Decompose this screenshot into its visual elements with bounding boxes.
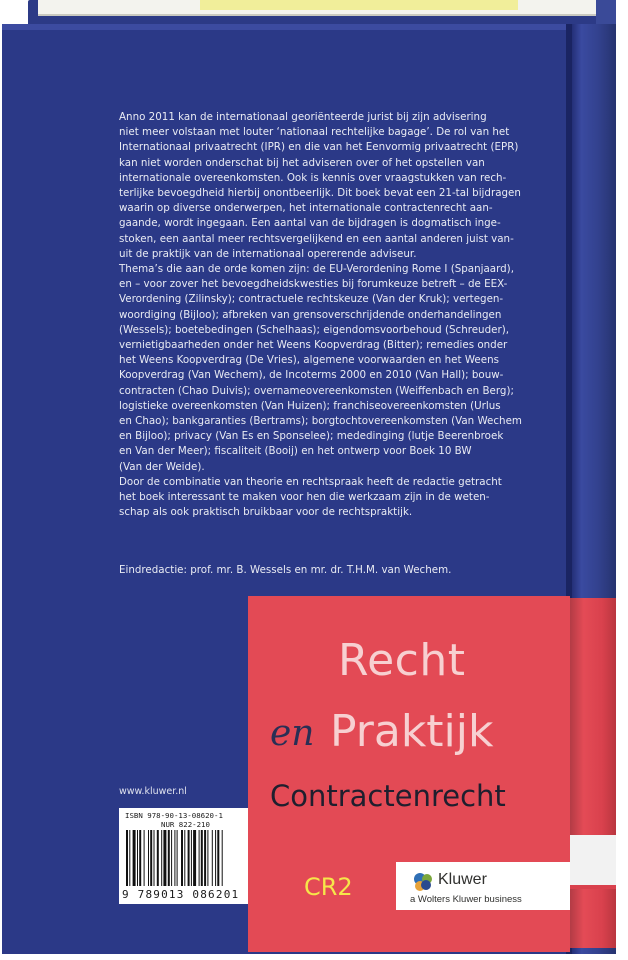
ean-number: 9 789013 086201 — [122, 888, 240, 901]
blurb-line: en Van der Meer); fiscaliteit (Booij) en het ontwerp voor Boek 10 BW — [119, 445, 472, 458]
blurb-line: logistieke overeenkomsten (Van Huizen); franchiseovereenkomsten (Urlus — [119, 399, 501, 412]
blurb-line: kan niet worden onderschat bij het adviseren over of het opstellen van — [119, 156, 485, 169]
barcode-bars — [124, 830, 242, 888]
publisher-website: www.kluwer.nl — [119, 786, 187, 797]
blurb-line: en Chao); bankgaranties (Bertrams); borgtochtovereenkomsten (Van Wechem — [119, 415, 522, 428]
publisher-tagline: a Wolters Kluwer business — [410, 894, 522, 905]
background-book-bookmark — [200, 0, 518, 10]
spine-white-stripe — [570, 835, 616, 885]
blurb-line: Thema’s die aan de orde komen zijn: de EU-Verordening Rome I (Spanjaard), — [119, 263, 514, 276]
blurb-line: waarin op diverse onderwerpen, het internationale contractenrecht aan- — [119, 202, 493, 215]
blurb-line: en Bijloo); privacy (Van Es en Sponselee); mededinging (lutje Beerenbroek — [119, 430, 504, 443]
blurb-line: contracten (Chao Duivis); overnameovereenkomsten (Weiffenbach en Berg); — [119, 384, 514, 397]
blurb-line: het boek interessant te maken voor hen die werkzaam zijn in de weten- — [119, 491, 490, 504]
series-code: CR2 — [304, 873, 353, 901]
blurb-line: (Van der Weide). — [119, 460, 205, 473]
blurb-line: niet meer volstaan met louter ‘nationaal rechtelijke bagage’. De rol van het — [119, 126, 510, 139]
blurb-line: internationale overeenkomsten. Ook is kennis over vraagstukken van rech- — [119, 171, 507, 184]
blurb-line: schap als ook praktisch bruikbaar voor de rechtspraktijk. — [119, 506, 413, 519]
blurb-line: gaande, wordt ingegaan. Een aantal van de bijdragen is dogmatisch inge- — [119, 217, 501, 230]
blurb-line: terlijke bevoegdheid hierbij onontbeerlijk. Dit boek bevat een 21-tal bijdragen — [119, 187, 521, 200]
blurb-line: Koopverdrag (Van Wechem), de Incoterms 2000 en 2010 (Van Hall); bouw- — [119, 369, 504, 382]
blurb-line: Anno 2011 kan de internationaal georiënteerde jurist bij zijn advisering — [119, 111, 487, 123]
blurb-line: vernietigbaarheden onder het Weens Koopverdrag (Bitter); remedies onder — [119, 339, 508, 352]
series-title-en: en — [270, 713, 315, 754]
back-cover-blurb — [119, 110, 567, 520]
blurb-line: woordiging (Bijloo); afbreken van grensoverschrijdende onderhandelingen — [119, 308, 502, 321]
isbn-number: ISBN 978-90-13-08620-1 — [125, 811, 223, 820]
series-title-recht: Recht — [338, 635, 466, 686]
spine-red-band — [570, 598, 616, 948]
background-book-spine — [596, 0, 616, 24]
nur-code: NUR 822-210 — [161, 820, 210, 829]
blurb-line: Door de combinatie van theorie en rechtspraak heeft de redactie getracht — [119, 475, 502, 488]
series-title-praktijk: Praktijk — [330, 706, 494, 757]
blurb-line: stoken, een aantal meer rechtsvergelijkend en een aantal anderen juist van- — [119, 232, 514, 245]
book-subject-title: Contractenrecht — [270, 779, 506, 813]
blurb-line: Internationaal privaatrecht (IPR) en die van het Eenvormig privaatrecht (EPR) — [119, 141, 519, 154]
blurb-line: Verordening (Zilinsky); contractuele rechtskeuze (Van der Kruk); vertegen- — [119, 293, 504, 306]
blurb-line: (Wessels); boetebedingen (Schelhaas); eigendomsvoorbehoud (Schreuder), — [119, 323, 509, 336]
spine-red-stripe — [570, 885, 616, 889]
blurb-line: het Weens Koopverdrag (De Vries), algemene voorwaarden en het Weens — [119, 354, 499, 367]
publisher-name: Kluwer — [438, 871, 487, 888]
editor-credit: Eindredactie: prof. mr. B. Wessels en mr. dr. T.H.M. van Wechem. — [119, 564, 452, 576]
blurb-line: en – voor zover het bevoegdheidskwesties bij forumkeuze betreft – de EEX- — [119, 278, 508, 291]
cover-top-edge — [2, 24, 570, 30]
blurb-line: uit de praktijk van de internationaal opererende adviseur. — [119, 247, 417, 260]
kluwer-logo-icon — [412, 871, 434, 893]
